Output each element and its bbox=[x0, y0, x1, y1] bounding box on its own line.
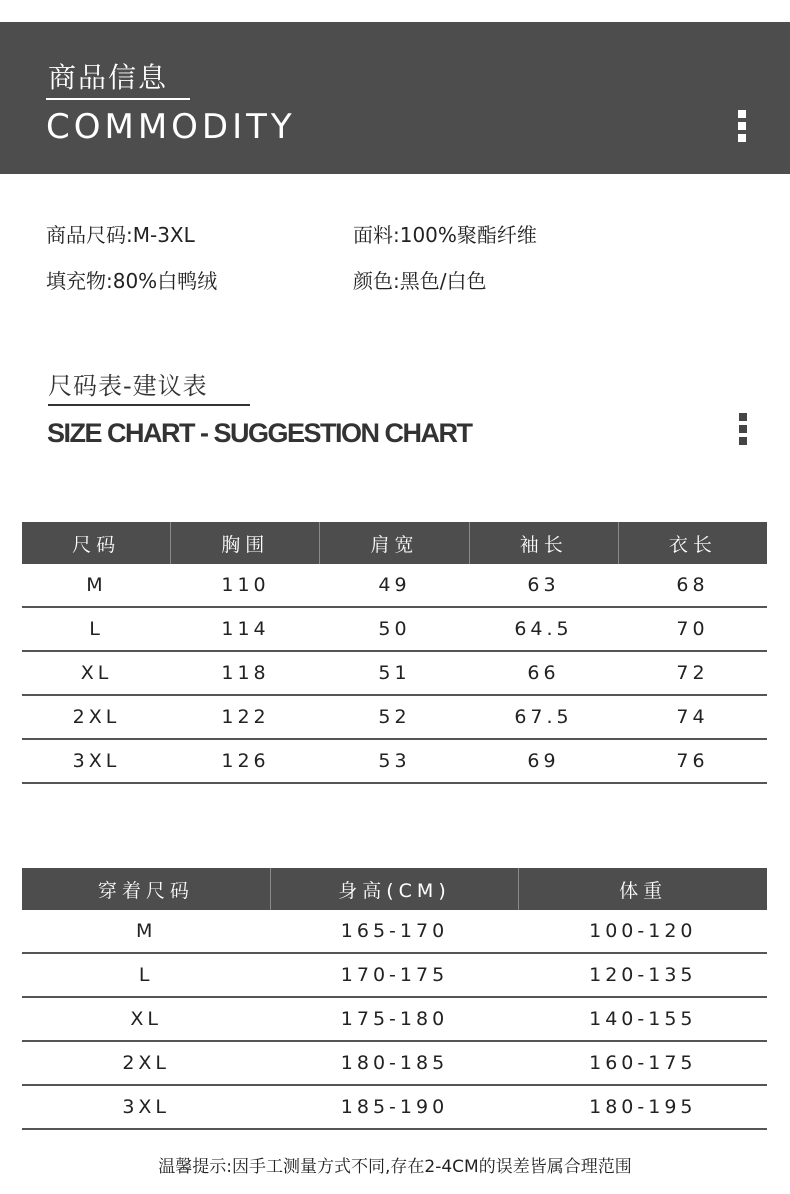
size-table-col-length: 衣长 bbox=[618, 522, 767, 564]
table-row bbox=[22, 998, 767, 1042]
table-cell: 2XL bbox=[72, 706, 121, 728]
table-cell: 180-185 bbox=[340, 1052, 449, 1074]
size-table-col-chest: 胸围 bbox=[170, 522, 319, 564]
size-table-col-shoulder: 肩宽 bbox=[319, 522, 468, 564]
table-cell: 126 bbox=[221, 750, 270, 772]
table-cell: 2XL bbox=[122, 1052, 171, 1074]
size-table-col-size: 尺码 bbox=[72, 533, 121, 556]
banner-title-cn: 商品信息 bbox=[48, 61, 169, 94]
banner-divider bbox=[46, 98, 190, 100]
info-color: 颜色:黑色/白色 bbox=[353, 269, 487, 293]
table-cell: 53 bbox=[378, 750, 411, 772]
table-cell: M bbox=[86, 574, 107, 596]
table-cell: 52 bbox=[378, 706, 411, 728]
table-cell: XL bbox=[130, 1008, 162, 1030]
banner-title-en: COMMODITY bbox=[46, 107, 296, 147]
table-row bbox=[22, 608, 767, 652]
table-cell: XL bbox=[80, 662, 113, 684]
table-cell: 67.5 bbox=[514, 706, 573, 728]
table-cell: 76 bbox=[676, 750, 709, 772]
table-cell: 118 bbox=[221, 662, 270, 684]
size-chart-divider bbox=[48, 404, 250, 406]
table-row bbox=[22, 564, 767, 608]
commodity-banner bbox=[0, 22, 790, 174]
table-row bbox=[22, 740, 767, 784]
table-cell: 140-155 bbox=[589, 1008, 697, 1030]
table-cell: 122 bbox=[221, 706, 270, 728]
table-row bbox=[22, 652, 767, 696]
table-cell: 170-175 bbox=[340, 964, 449, 986]
table-cell: 51 bbox=[378, 662, 411, 684]
table-cell: 114 bbox=[221, 618, 270, 640]
fit-table-col-height: 身高(CM) bbox=[270, 868, 519, 910]
vertical-dots-icon bbox=[739, 413, 747, 445]
size-table-col-sleeve: 袖长 bbox=[469, 522, 618, 564]
table-cell: L bbox=[138, 964, 154, 986]
info-filling: 填充物:80%白鸭绒 bbox=[46, 269, 218, 293]
table-row bbox=[22, 1042, 767, 1086]
info-fabric: 面料:100%聚酯纤维 bbox=[353, 223, 537, 247]
table-row bbox=[22, 1086, 767, 1130]
table-row bbox=[22, 954, 767, 998]
table-cell: 3XL bbox=[122, 1096, 171, 1118]
table-cell: 66 bbox=[527, 662, 560, 684]
table-cell: 70 bbox=[676, 618, 709, 640]
table-cell: 74 bbox=[676, 706, 709, 728]
measurement-note: 温馨提示:因手工测量方式不同,存在2-4CM的误差皆属合理范围 bbox=[158, 1157, 632, 1177]
table-row bbox=[22, 910, 767, 954]
table-cell: 69 bbox=[527, 750, 560, 772]
table-cell: 120-135 bbox=[589, 964, 697, 986]
fit-table-col-size: 穿着尺码 bbox=[97, 879, 194, 902]
vertical-dots-icon bbox=[738, 110, 746, 142]
table-cell: 175-180 bbox=[340, 1008, 449, 1030]
table-cell: L bbox=[89, 618, 104, 640]
table-cell: 3XL bbox=[72, 750, 121, 772]
size-chart-title-cn: 尺码表-建议表 bbox=[48, 372, 208, 400]
table-cell: 160-175 bbox=[589, 1052, 697, 1074]
size-table bbox=[22, 522, 767, 784]
table-cell: 50 bbox=[378, 618, 411, 640]
table-cell: 165-170 bbox=[340, 920, 449, 942]
fit-table-col-weight: 体重 bbox=[518, 868, 767, 910]
table-cell: 185-190 bbox=[340, 1096, 449, 1118]
info-size-range: 商品尺码:M-3XL bbox=[46, 223, 195, 247]
fit-table-header bbox=[22, 868, 767, 910]
table-cell: 49 bbox=[378, 574, 411, 596]
table-cell: 68 bbox=[676, 574, 709, 596]
table-cell: 180-195 bbox=[589, 1096, 697, 1118]
size-chart-title-en: SIZE CHART - SUGGESTION CHART bbox=[47, 418, 472, 448]
table-cell: 72 bbox=[676, 662, 709, 684]
table-cell: M bbox=[135, 920, 157, 942]
table-cell: 100-120 bbox=[589, 920, 697, 942]
table-cell: 64.5 bbox=[514, 618, 573, 640]
size-table-header bbox=[22, 522, 767, 564]
table-cell: 110 bbox=[221, 574, 270, 596]
table-cell: 63 bbox=[527, 574, 560, 596]
fit-table bbox=[22, 868, 767, 1130]
table-row bbox=[22, 696, 767, 740]
